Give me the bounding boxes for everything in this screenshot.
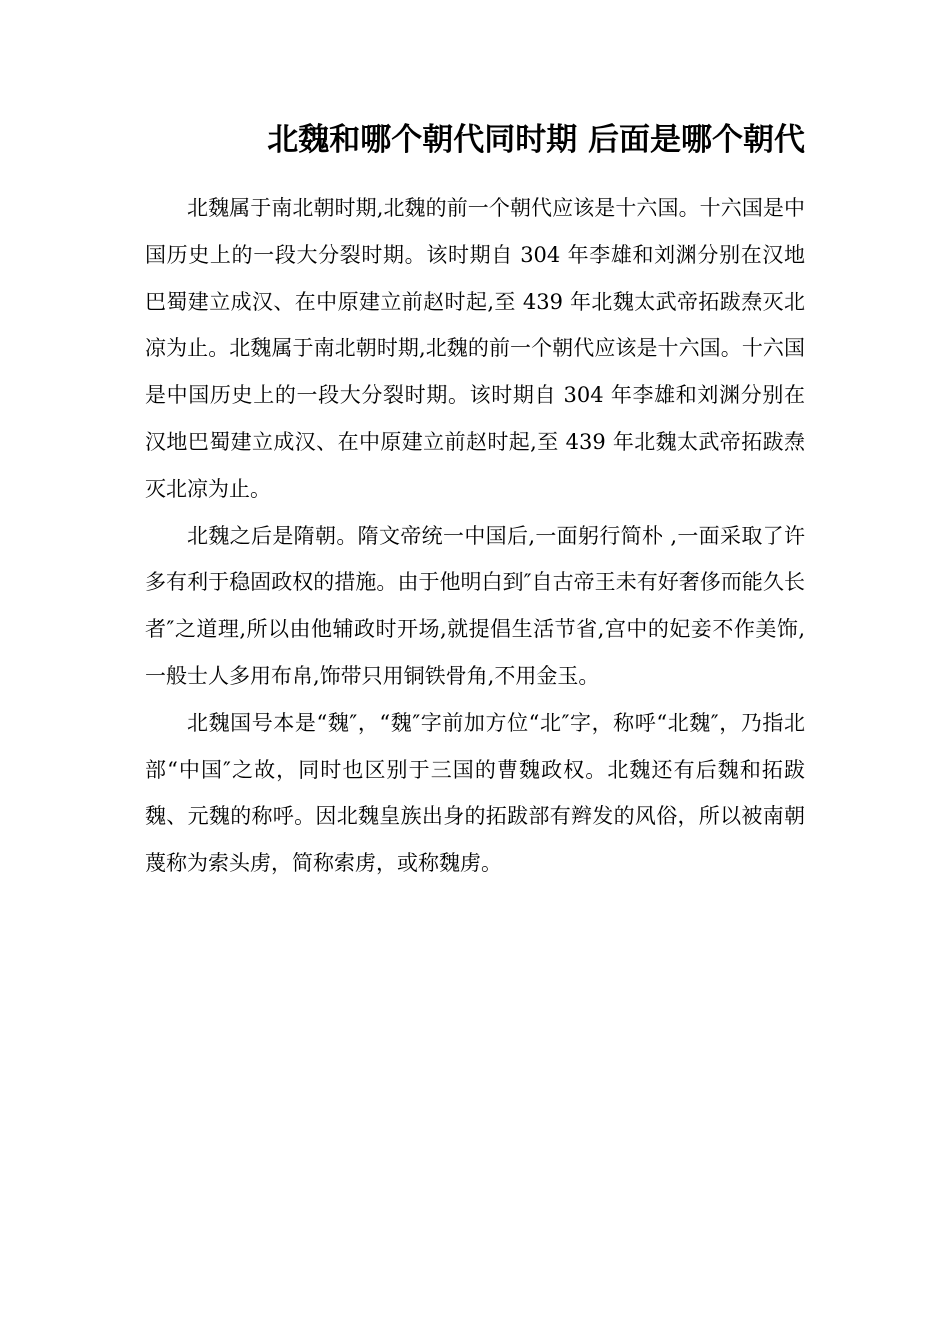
document-title: 北魏和哪个朝代同时期 后面是哪个朝代 xyxy=(267,122,805,158)
paragraph-3: 北魏国号本是“魏″，“魏″字前加方位“北″字，称呼“北魏″，乃指北部“中国″之故，同时也区别于三国的曹魏政权。北魏还有后魏和拓跋魏、元魏的称呼。因北魏皇族出身的拓跋部有辫发的风俗，所以被南朝蔑称为索头虏，简称索虏，或称魏虏。 xyxy=(145,710,805,876)
paragraph-2: 北魏之后是隋朝。隋文帝统一中国后,一面躬行简朴 ,一面采取了许多有利于稳固政权的措施。由于他明白到″自古帝王未有好奢侈而能久长者″之道理,所以由他辅政时开场,就提倡生活节省,宫中的妃妾不作美饰,一般士人多用布帛,饰带只用铜铁骨角,不用金玉。 xyxy=(145,523,805,688)
document-body xyxy=(145,185,805,887)
paragraph-1: 北魏属于南北朝时期,北魏的前一个朝代应该是十六国。十六国是中国历史上的一段大分裂时期。该时期自 304 年李雄和刘渊分别在汉地巴蜀建立成汉、在中原建立前赵时起,至 439 年北魏太武帝拓跋焘灭北凉为止。北魏属于南北朝时期,北魏的前一个朝代应该是十六国。十六国是中国历史上的一段大分裂时期。该时期自 304 年李雄和刘渊分别在汉地巴蜀建立成汉、在中原建立前赵时起,至 439 年北魏太武帝拓跋焘灭北凉为止。 xyxy=(145,196,805,501)
